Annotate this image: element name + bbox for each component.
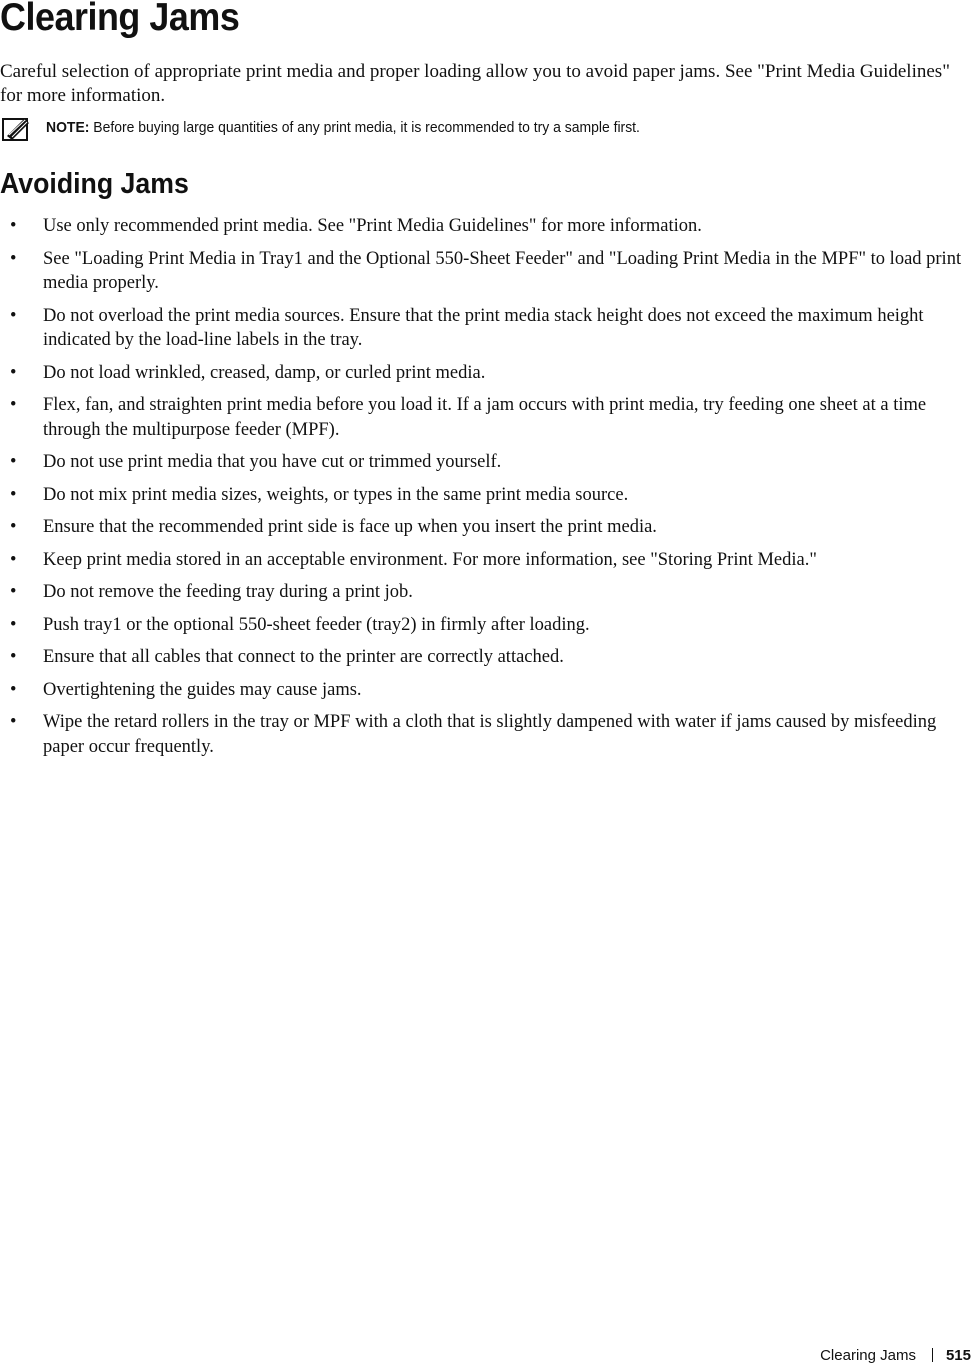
list-item [0,548,968,573]
page-number: 515 [945,1347,971,1364]
footer-divider [932,1348,933,1362]
list-item-text: Do not overload the print media sources. Ensure that the print media stack height does not exceed the maximum height indicated by the load-line labels in the tray. [43,305,924,350]
list-item [0,214,968,239]
bullet-icon: • [10,305,17,326]
list-item [0,393,968,442]
list-item-text: Do not use print media that you have cut or trimmed yourself. [43,452,502,472]
list-item-text: Ensure that all cables that connect to the printer are correctly attached. [43,647,564,667]
list-item [0,247,968,296]
list-item-text: Do not load wrinkled, creased, damp, or curled print media. [43,362,486,383]
list-item [0,580,968,605]
bullet-icon: • [10,452,17,472]
section-title-avoiding-jams: Avoiding Jams [0,168,189,200]
page-title: Clearing Jams [0,0,240,39]
list-item-text: Ensure that the recommended print side is face up when you insert the print media. [43,517,657,537]
bullet-icon: • [10,395,17,415]
bullet-icon: • [10,647,17,667]
avoiding-jams-list [0,214,968,767]
bullet-icon: • [10,484,17,505]
page-footer [820,1346,971,1366]
list-item-text: Overtightening the guides may cause jams. [43,679,362,700]
bullet-icon: • [10,712,17,732]
list-item-text: Push tray1 or the optional 550-sheet feeder (tray2) in firmly after loading. [43,614,590,635]
bullet-icon: • [10,549,17,570]
list-item [0,483,968,508]
list-item-text: Keep print media stored in an acceptable environment. For more information, see "Storing Print Media." [43,549,817,570]
list-item [0,678,968,703]
list-item [0,710,968,759]
bullet-icon: • [10,582,17,602]
note-pencil-icon [2,116,32,142]
list-item-text: See "Loading Print Media in Tray1 and the Optional 550-Sheet Feeder" and "Loading Print Media in the MPF" to load print media properly. [43,248,962,293]
list-item-text: Do not remove the feeding tray during a print job. [43,582,413,602]
list-item-text: Wipe the retard rollers in the tray or MPF with a cloth that is slightly dampened with water if jams caused by misfeeding paper occur frequently. [43,712,937,757]
list-item [0,515,968,540]
list-item-text: Do not mix print media sizes, weights, or types in the same print media source. [43,484,629,505]
footer-chapter-title: Clearing Jams [820,1347,916,1364]
bullet-icon: • [10,517,17,537]
note-callout [0,114,960,144]
note-label: NOTE: [46,119,90,136]
bullet-icon: • [10,679,17,700]
list-item-text: Use only recommended print media. See "Print Media Guidelines" for more information. [43,216,702,236]
bullet-icon: • [10,216,17,236]
list-item [0,450,968,475]
intro-paragraph: Careful selection of appropriate print media and proper loading allow you to avoid paper jams. See "Print Media Guidelines" for more information. [0,61,950,106]
list-item [0,613,968,638]
bullet-icon: • [10,248,17,269]
list-item [0,304,968,353]
list-item-text: Flex, fan, and straighten print media before you load it. If a jam occurs with print media, try feeding one sheet at a time through the multipurpose feeder (MPF). [43,395,927,440]
note-body: Before buying large quantities of any print media, it is recommended to try a sample first. [93,119,640,136]
bullet-icon: • [10,362,17,383]
bullet-icon: • [10,614,17,635]
note-text [46,119,640,137]
list-item [0,645,968,670]
list-item [0,361,968,386]
